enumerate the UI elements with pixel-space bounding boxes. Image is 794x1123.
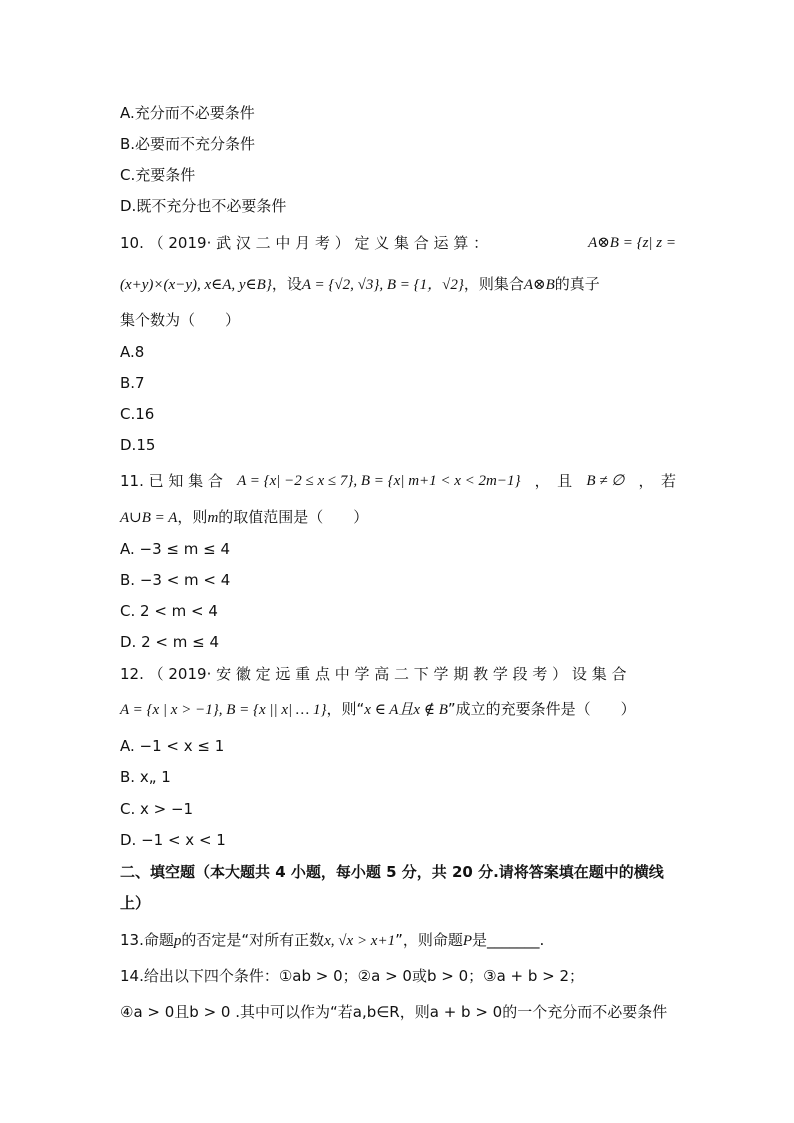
q9-option-d: D.既不充分也不必要条件 (120, 197, 287, 215)
q11-union: A∪B = A (120, 510, 178, 526)
q10-formula-start: A⊗B = {z| z = (588, 235, 676, 251)
q11-option-c: C. 2 < m < 4 (120, 602, 218, 620)
q11-option-d: D. 2 < m ≤ 4 (120, 633, 219, 651)
q11-line1 (120, 471, 676, 491)
q9-option-c: C.充要条件 (120, 166, 196, 184)
q14-line2: ④a > 0且b > 0 .其中可以作为“若a,b∈R，则a + b > 0的一个充分而不必要条件 (120, 1003, 668, 1021)
q11-option-b: B. −3 < m < 4 (120, 571, 231, 589)
q10-line2 (120, 274, 600, 295)
q10-line3: 集个数为（ ） (120, 311, 241, 329)
q10-text-proper: 的真子 (554, 275, 600, 293)
q11-text-and: ， 且 (534, 472, 573, 490)
q10-text-set: ，设 (271, 275, 302, 293)
q10-line1 (120, 233, 676, 253)
q11-line2 (120, 507, 368, 528)
q12-option-b: B. x„ 1 (120, 768, 171, 786)
q10-option-b: B.7 (120, 374, 145, 392)
q11-option-a: A. −3 ≤ m ≤ 4 (120, 540, 231, 558)
q13-var-P: P (462, 933, 473, 949)
q12-line1 (120, 664, 676, 684)
q14-line1: 14.给出以下四个条件：①ab > 0；②a > 0或b > 0；③a + b > 2； (120, 967, 585, 985)
q11-text-range: 的取值范围是（ ） (218, 508, 369, 526)
q11-sets-ab: A = {x| −2 ≤ x ≤ 7}, B = {x| m+1 < x < 2m−1} (237, 473, 521, 489)
section2-heading-line1: 二、填空题（本大题共 4 小题，每小题 5 分，共 20 分.请将答案填在题中的横线 (120, 863, 664, 881)
q13-inequality: x, √x > x+1 (324, 933, 396, 949)
q13-var-p: p (173, 933, 182, 949)
q11-var-m: m (207, 510, 219, 526)
q11-stem-start: 11. 已 知 集 合 (120, 472, 223, 490)
q13-text-negation: 的否定是“对所有正数 (181, 931, 325, 949)
q12-sets-ab: A = {x | x > −1}, B = {x || x| … 1} (120, 702, 327, 718)
q9-option-a: A.充分而不必要条件 (120, 104, 255, 122)
q11-text-then: ，则 (177, 508, 208, 526)
q12-option-d: D. −1 < x < 1 (120, 831, 226, 849)
q12-option-c: C. x > −1 (120, 800, 194, 818)
q10-text-then: ，则集合 (463, 275, 524, 293)
q10-set-op: A⊗B (523, 277, 555, 293)
q12-line2 (120, 699, 636, 720)
q10-sets-ab: A = {√2, √3}, B = {1，√2} (301, 277, 464, 293)
q13-text-then: ”，则命题 (395, 931, 463, 949)
q10-stem-start: 10. （ 2019· 武 汉 二 中 月 考 ） 定 义 集 合 运 算 ： (120, 234, 489, 252)
q13-line (120, 930, 544, 951)
q11-text-if: ， 若 (638, 472, 676, 490)
q10-formula-end: (x+y)×(x−y), x∈A, y∈B} (120, 277, 272, 293)
q13-text-start: 13.命题 (120, 931, 174, 949)
q9-option-b: B.必要而不充分条件 (120, 135, 256, 153)
section2-heading-line2: 上） (120, 894, 151, 912)
q12-condition: x ∈ A且x ∉ B (364, 702, 448, 718)
q12-option-a: A. −1 < x ≤ 1 (120, 737, 225, 755)
q10-option-d: D.15 (120, 436, 156, 454)
q10-option-c: C.16 (120, 405, 155, 423)
q11-b-nonempty: B ≠ ∅ (586, 473, 625, 489)
q13-text-blank: 是_______. (472, 931, 545, 949)
q12-text-condition: ”成立的充要条件是（ ） (447, 700, 636, 718)
q12-stem-start: 12. （ 2019· 安 徽 定 远 重 点 中 学 高 二 下 学 期 教 学 段 考 ） 设 集 合 (120, 665, 627, 683)
q12-text-then: ，则“ (326, 700, 365, 718)
q10-option-a: A.8 (120, 343, 145, 361)
